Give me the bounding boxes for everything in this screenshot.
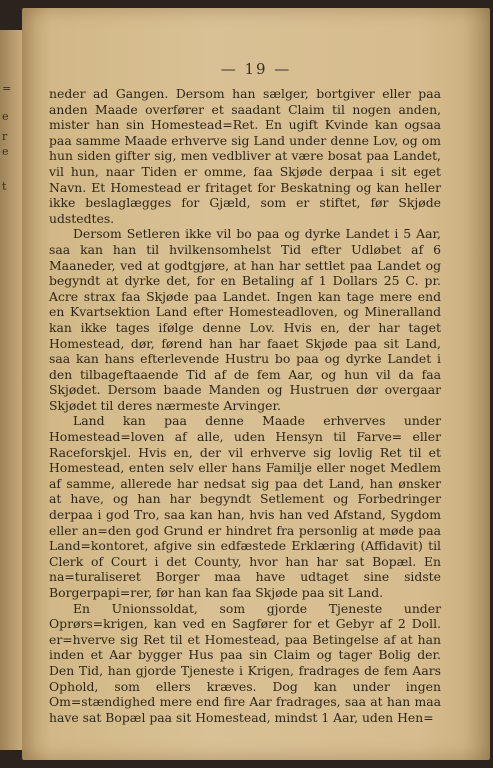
paragraph: Land kan paa denne Maade erhverves under Homestead=loven af alle, uden Hensyn til Farve= eller Raceforskjel. Hvis en, der vil erhverve sig lovlig Ret til et Homestead, enten selv eller hans Familje eller noget Medlem af samme, allerede har nedsat sig paa det Land, han ønsker at have, og han har begyndt Setlement og Forbedringer derpaa i god Tro, saa kan han, hvis han ved Afstand, Sygdom eller an=den god Grund er hindret fra personlig at møde paa Land=kontoret, afgive sin edfæstede Erklæring (Affidavit) til Clerk of Court i det County, hvor han har sat Bopæl. En na=turaliseret Borger maa have udtaget sine sidste Borgerpapi=rer, før han kan faa Skjøde paa sit Land. — [49, 413, 441, 600]
page-number: — 19 — — [220, 60, 292, 78]
margin-fragment: e — [2, 110, 9, 123]
margin-fragment: r — [2, 130, 8, 143]
paragraph: neder ad Gangen. Dersom han sælger, bortgiver eller paa anden Maade overfører et saadant Claim til nogen anden, mister han sin Homestead=Ret. En ugift Kvinde kan ogsaa paa samme Maade erhverve sig Land under denne Lov, og om hun siden gifter sig, men vedbliver at være bosat paa Landet, vil hun, naar Tiden er omme, faa Skjøde derpaa i sit eget Navn. Et Homestead er fritaget for Beskatning og kan heller ikke beslaglægges for Gjæld, som er stiftet, før Skjøde udstedtes. — [49, 86, 441, 226]
margin-fragment: e — [2, 145, 9, 158]
paragraph: Dersom Setleren ikke vil bo paa og dyrke Landet i 5 Aar, saa kan han til hvilkensomhelst Tid efter Udløbet af 6 Maaneder, ved at godtgjøre, at han har settlet paa Landet og begyndt at dyrke det, for en Betaling af 1 Dollars 25 C. pr. Acre strax faa Skjøde paa Landet. Ingen kan tage mere end en Kvartsektion Land efter Homesteadloven, og Mineralland kan ikke tages ifølge denne Lov. Hvis en, der har taget Homestead, dør, førend han har faaet Skjøde paa sit Land, saa kan hans efterlevende Hustru bo paa og dyrke Landet i den tilbageftaaende Tid af de fem Aar, og hun vil da faa Skjødet. Dersom baade Manden og Hustruen dør overgaar Skjødet til deres nærmeste Arvinger. — [49, 226, 441, 413]
previous-page-edge — [0, 30, 22, 750]
margin-fragment: = — [2, 82, 12, 95]
paragraph: En Unionssoldat, som gjorde Tjeneste under Oprørs=krigen, kan ved en Sagfører for et Gebyr af 2 Doll. er=hverve sig Ret til et Homestead, paa Betingelse af at han inden et Aar bygger Hus paa sin Claim og tager Bolig der. Den Tid, han gjorde Tjeneste i Krigen, fradrages de fem Aars Ophold, som ellers kræves. Dog kan under ingen Om=stændighed mere end fire Aar fradrages, saa at han maa have sat Bopæl paa sit Homestead, mindst 1 Aar, uden Hen= — [49, 600, 441, 725]
margin-fragment: t — [2, 180, 7, 193]
page-shadow — [462, 8, 490, 760]
body-text — [49, 86, 441, 725]
book-page — [22, 8, 490, 760]
